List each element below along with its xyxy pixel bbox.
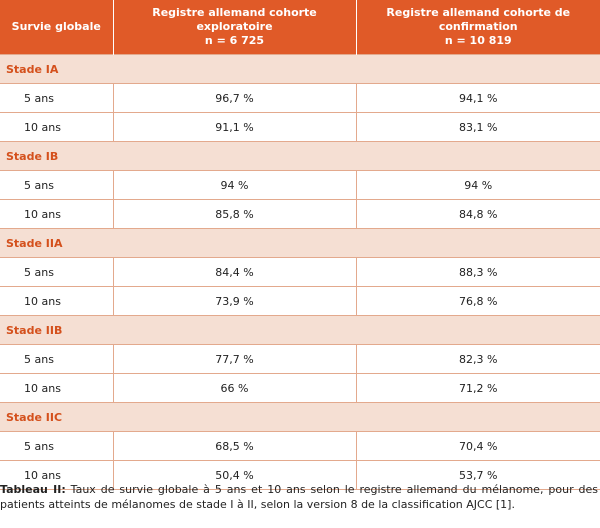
header-cohorte-confirmation-n: n = 10 819 bbox=[444, 34, 512, 47]
confirmation-value-cell: 84,8 % bbox=[356, 200, 600, 229]
table-row bbox=[0, 345, 600, 374]
exploratoire-value-cell: 77,7 % bbox=[113, 345, 356, 374]
duration-cell: 5 ans bbox=[0, 84, 113, 113]
confirmation-value-cell: 94 % bbox=[356, 171, 600, 200]
exploratoire-value-cell: 50,4 % bbox=[113, 461, 356, 490]
duration-cell: 5 ans bbox=[0, 432, 113, 461]
confirmation-value-cell: 83,1 % bbox=[356, 113, 600, 142]
header-cohorte-exploratoire bbox=[113, 0, 356, 55]
stage-row bbox=[0, 229, 600, 258]
table-caption bbox=[0, 482, 598, 512]
header-cohorte-confirmation-title: Registre allemand cohorte de bbox=[386, 6, 571, 19]
duration-cell: 5 ans bbox=[0, 345, 113, 374]
stage-label: Stade IIB bbox=[0, 316, 600, 345]
header-cohorte-exploratoire-title: Registre allemand cohorte exploratoire bbox=[152, 6, 317, 33]
stage-row bbox=[0, 403, 600, 432]
exploratoire-value-cell: 96,7 % bbox=[113, 84, 356, 113]
duration-cell: 5 ans bbox=[0, 171, 113, 200]
exploratoire-value-cell: 73,9 % bbox=[113, 287, 356, 316]
duration-cell: 5 ans bbox=[0, 258, 113, 287]
exploratoire-value-cell: 94 % bbox=[113, 171, 356, 200]
table-row bbox=[0, 374, 600, 403]
table-row bbox=[0, 432, 600, 461]
duration-cell: 10 ans bbox=[0, 287, 113, 316]
header-survie-globale-label: Survie globale bbox=[11, 20, 101, 33]
exploratoire-value-cell: 91,1 % bbox=[113, 113, 356, 142]
stage-label: Stade IB bbox=[0, 142, 600, 171]
header-survie-globale bbox=[0, 0, 113, 55]
confirmation-value-cell: 53,7 % bbox=[356, 461, 600, 490]
confirmation-value-cell: 88,3 % bbox=[356, 258, 600, 287]
caption-label: Tableau II: bbox=[0, 483, 66, 496]
stage-label: Stade IA bbox=[0, 55, 600, 84]
stage-row bbox=[0, 55, 600, 84]
confirmation-value-cell: 70,4 % bbox=[356, 432, 600, 461]
stage-row bbox=[0, 142, 600, 171]
confirmation-value-cell: 71,2 % bbox=[356, 374, 600, 403]
confirmation-value-cell: 94,1 % bbox=[356, 84, 600, 113]
exploratoire-value-cell: 84,4 % bbox=[113, 258, 356, 287]
header-cohorte-exploratoire-n: n = 6 725 bbox=[204, 34, 265, 47]
stage-row bbox=[0, 316, 600, 345]
header-cohorte-confirmation-title-2: confirmation bbox=[438, 20, 518, 33]
table-body bbox=[0, 55, 600, 490]
confirmation-value-cell: 82,3 % bbox=[356, 345, 600, 374]
table-header-row bbox=[0, 0, 600, 55]
caption-text: Taux de survie globale à 5 ans et 10 ans selon le registre allemand du mélanome, pour des patients atteints de mélanomes de stade I à II, selon la version 8 de la classification AJCC [1]. bbox=[0, 483, 599, 511]
duration-cell: 10 ans bbox=[0, 374, 113, 403]
table-row bbox=[0, 200, 600, 229]
table-row bbox=[0, 84, 600, 113]
duration-cell: 10 ans bbox=[0, 113, 113, 142]
table-row bbox=[0, 113, 600, 142]
confirmation-value-cell: 76,8 % bbox=[356, 287, 600, 316]
duration-cell: 10 ans bbox=[0, 461, 113, 490]
exploratoire-value-cell: 85,8 % bbox=[113, 200, 356, 229]
table-row bbox=[0, 171, 600, 200]
table-row bbox=[0, 287, 600, 316]
stage-label: Stade IIA bbox=[0, 229, 600, 258]
table-row bbox=[0, 258, 600, 287]
duration-cell: 10 ans bbox=[0, 200, 113, 229]
exploratoire-value-cell: 68,5 % bbox=[113, 432, 356, 461]
stage-label: Stade IIC bbox=[0, 403, 600, 432]
exploratoire-value-cell: 66 % bbox=[113, 374, 356, 403]
header-cohorte-confirmation bbox=[356, 0, 600, 55]
